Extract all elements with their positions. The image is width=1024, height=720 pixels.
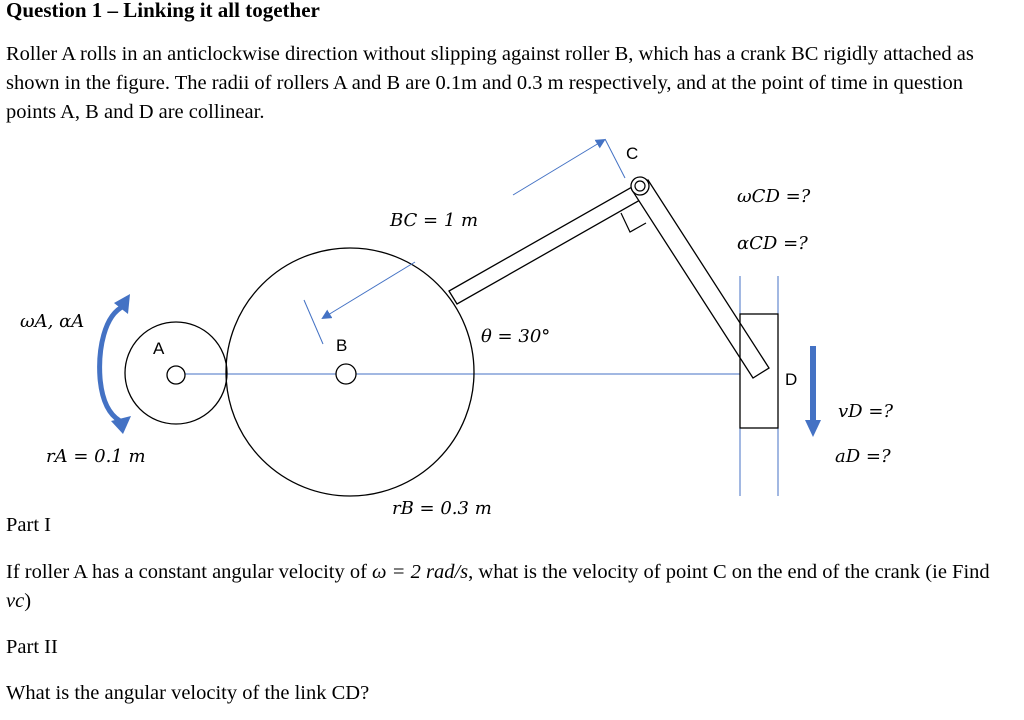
radius-b-tick xyxy=(304,300,323,344)
roller-b-pivot xyxy=(336,364,356,384)
part1-vc: vc xyxy=(6,590,25,612)
velocity-d-arrow-shaft xyxy=(810,346,816,420)
point-c-label: C xyxy=(626,144,639,163)
radius-b-arrow xyxy=(323,262,415,318)
part1-text-before: If roller A has a constant angular velocity of xyxy=(6,561,373,583)
radius-a-label: rA = 0.1 m xyxy=(46,446,146,467)
part1-text-after: , what is the velocity of point C on the end of the crank (ie Find xyxy=(468,561,990,583)
part2-title: Part II xyxy=(6,636,58,658)
right-angle-marker-c xyxy=(621,213,646,232)
rotation-arrow-icon xyxy=(100,306,124,421)
omega-alpha-a-label: ωA, αA xyxy=(20,311,85,332)
theta-label: θ = 30° xyxy=(481,326,551,347)
point-d-label: D xyxy=(785,370,798,389)
alpha-cd-label: αCD =? xyxy=(737,233,808,254)
acceleration-d-label: aD =? xyxy=(835,446,891,467)
point-b-label: B xyxy=(336,336,348,355)
radius-b-label: rB = 0.3 m xyxy=(392,498,492,519)
crank-bc xyxy=(449,183,647,304)
link-cd xyxy=(632,180,769,378)
part2-question: What is the angular velocity of the link CD? xyxy=(6,682,370,704)
intro-paragraph: Roller A rolls in an anticlockwise direction without slipping against roller B, which has a crank BC rigidly attached as shown in the figure. The radii of rollers A and B are 0.1m and 0.3 m respectively, and at the point of time in question points A, B and D are collinear. xyxy=(6,43,974,123)
bc-length-label: BC = 1 m xyxy=(390,210,479,231)
roller-a-pivot xyxy=(167,366,185,384)
velocity-d-label: vD =? xyxy=(838,401,894,422)
omega-cd-label: ωCD =? xyxy=(737,186,811,207)
point-a-label: A xyxy=(153,339,165,358)
part1-question xyxy=(6,558,1016,616)
part1-title: Part I xyxy=(6,514,51,536)
velocity-d-arrow-head xyxy=(805,420,821,437)
part1-omega-value: ω = 2 rad/s xyxy=(372,561,469,583)
pin-c-outer xyxy=(631,177,649,195)
part1-close: ) xyxy=(24,590,32,612)
bc-length-arrow xyxy=(513,140,604,195)
bc-length-tick xyxy=(605,139,625,178)
question-heading: Question 1 – Linking it all together xyxy=(6,0,320,22)
